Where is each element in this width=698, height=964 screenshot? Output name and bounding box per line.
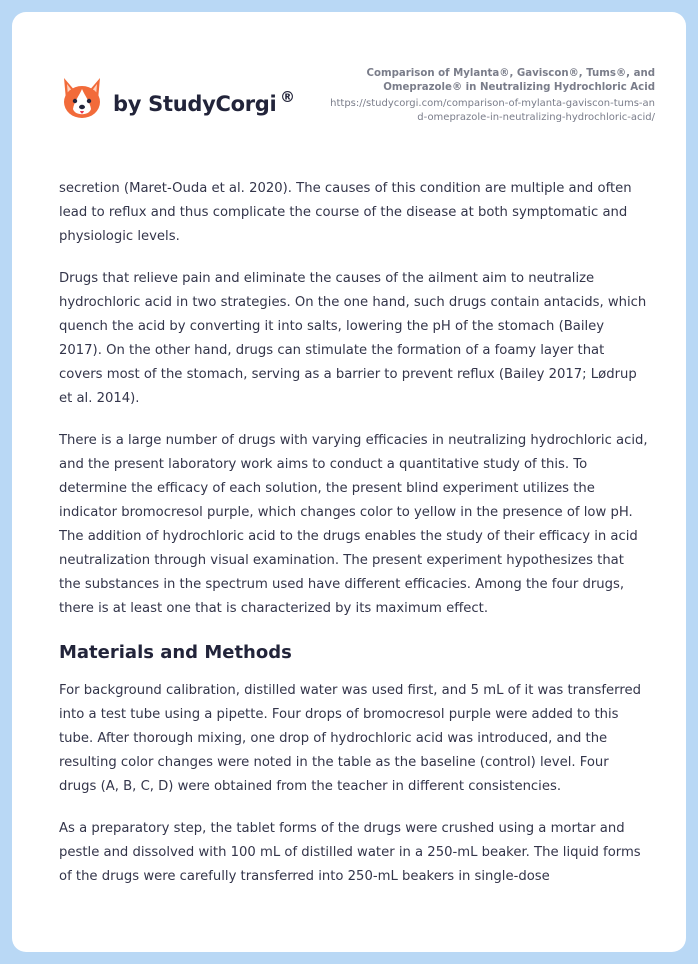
brand-name: by StudyCorgi (113, 92, 277, 116)
paragraph: For background calibration, distilled water was used first, and 5 mL of it was transferred into a test tube using a pipette. Four drops of bromocresol purple were added to this tube. After thorough mixing, one drop of hydrochloric acid was introduced, and the resulting color changes were noted in the table as the baseline (control) level. Four drugs (A, B, C, D) were obtained from the teacher in different consistencies. (59, 683, 641, 794)
document-meta (325, 67, 655, 125)
document-page (12, 12, 686, 952)
document-body (59, 177, 649, 907)
brand-registered-mark: ® (280, 88, 295, 106)
paragraph: As a preparatory step, the tablet forms of the drugs were crushed using a mortar and pestle and dissolved with 100 mL of distilled water in a 250-mL beaker. The liquid forms of the drugs were carefully transferred into 250-mL beakers in single-dose (59, 821, 641, 884)
corgi-logo-icon (60, 76, 104, 126)
paragraph: secretion (Maret-Ouda et al. 2020). The causes of this condition are multiple and often lead to reflux and thus complicate the course of the disease at both symptomatic and physiologic levels. (59, 181, 632, 244)
paragraph: Drugs that relieve pain and eliminate the causes of the ailment aim to neutralize hydrochloric acid in two strategies. On the one hand, such drugs contain antacids, which quench the acid by converting it into salts, lowering the pH of the stomach (Bailey 2017). On the other hand, drugs can stimulate the formation of a foamy layer that covers most of the stomach, serving as a barrier to prevent reflux (Bailey 2017; Lødrup et al. 2014). (59, 271, 647, 406)
page-header (12, 12, 686, 162)
studycorgi-logo[interactable] (60, 76, 310, 126)
section-heading: Materials and Methods (59, 642, 292, 663)
document-title: Comparison of Mylanta®, Gaviscon®, Tums®, and Omeprazole® in Neutralizing Hydrochloric Acid (366, 68, 655, 93)
document-url[interactable]: https://studycorgi.com/comparison-of-mylanta-gaviscon-tums-and-omeprazole-in-neutralizing-hydrochloric-acid/ (330, 98, 655, 123)
paragraph: There is a large number of drugs with varying efficacies in neutralizing hydrochloric acid, and the present laboratory work aims to conduct a quantitative study of this. To determine the efficacy of each solution, the present blind experiment utilizes the indicator bromocresol purple, which changes color to yellow in the presence of low pH. The addition of hydrochloric acid to the drugs enables the study of their efficacy in acid neutralization through visual examination. The present experiment hypothesizes that the substances in the spectrum used have different efficacies. Among the four drugs, there is at least one that is characterized by its maximum effect. (59, 433, 648, 616)
